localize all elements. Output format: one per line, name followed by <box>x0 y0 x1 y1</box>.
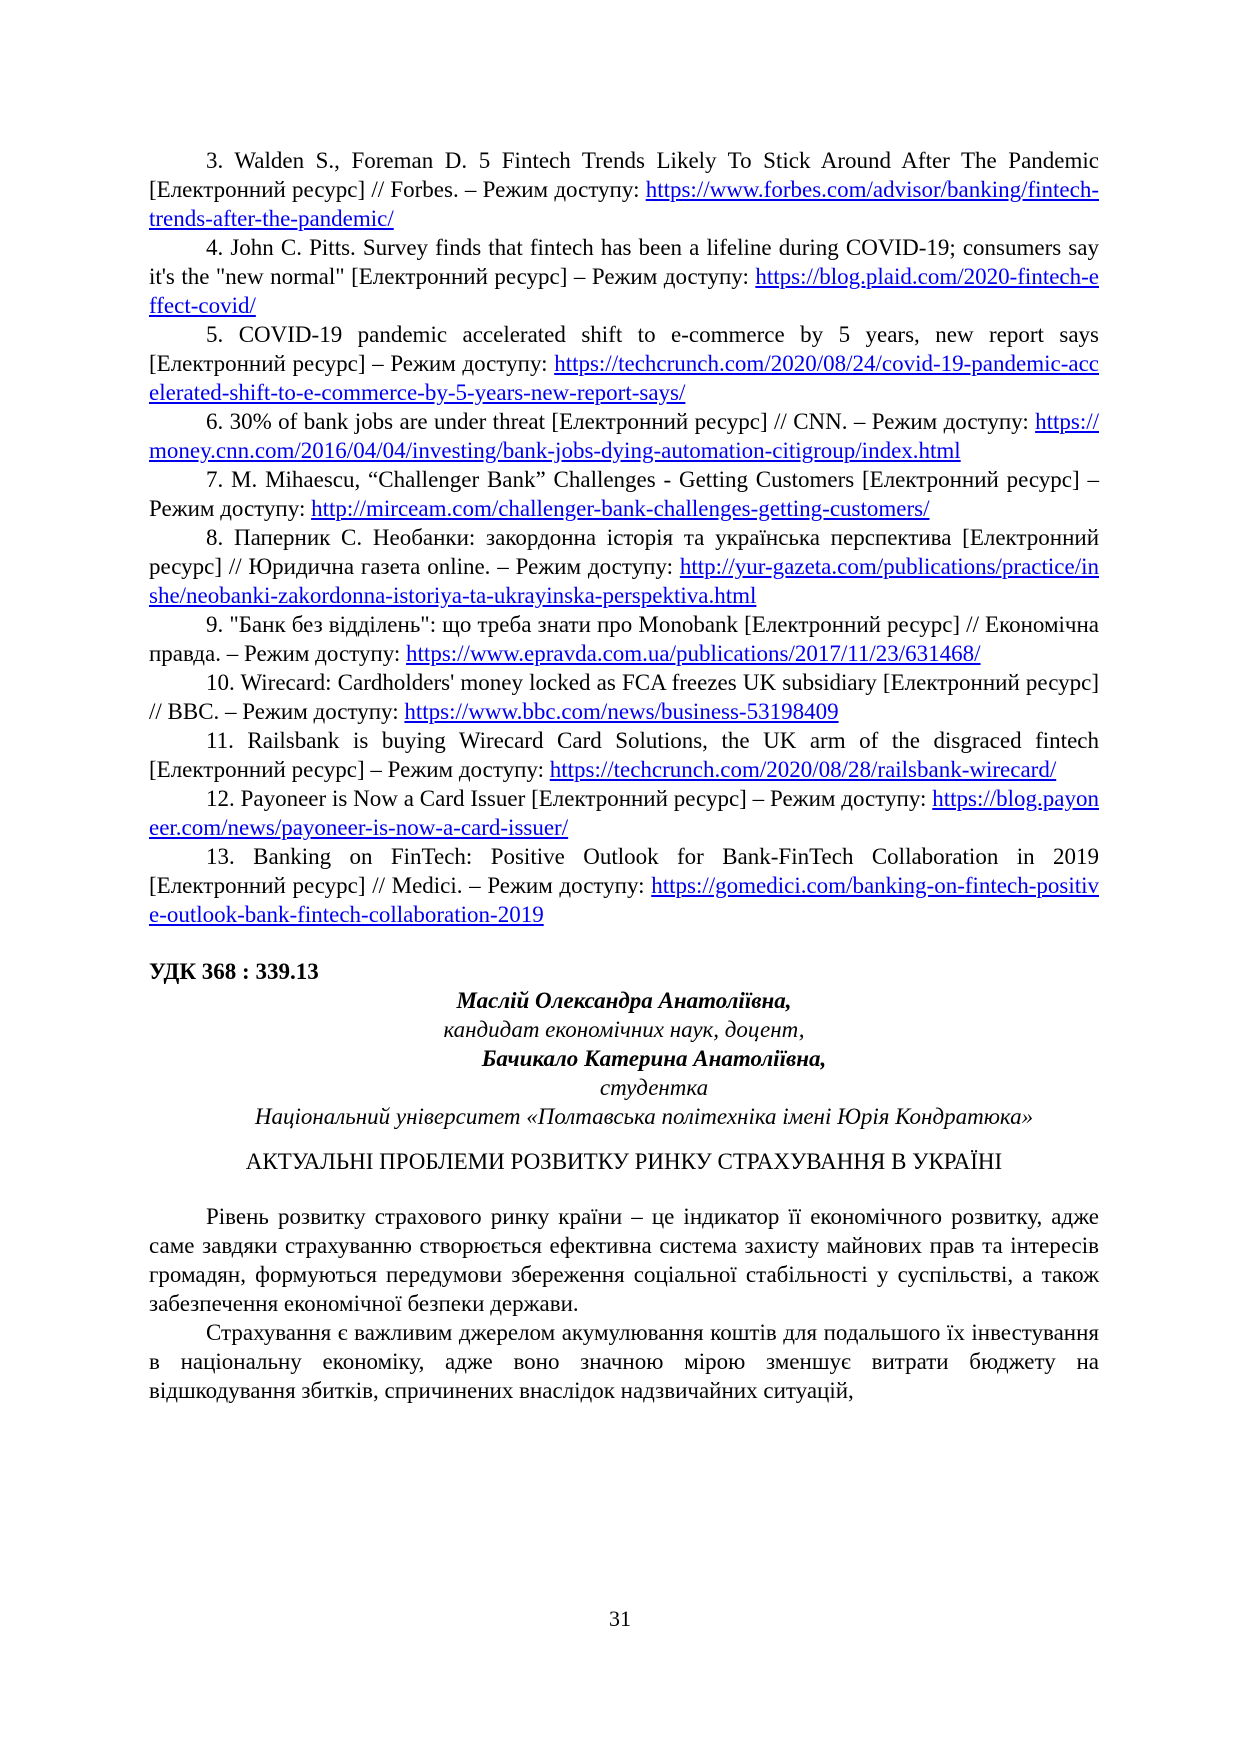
reference-item: 6. 30% of bank jobs are under threat [Електронний ресурс] // CNN. – Режим доступу: https://money.cnn.com/2016/04/04/investing/bank-jobs-dying-automation-citigroup/index.html <box>149 409 1099 463</box>
reference-item: 4. John C. Pitts. Survey finds that fintech has been a lifeline during COVID-19; consumers say it's the "new normal" [Електронний ресурс] – Режим доступу: https://blog.plaid.com/2020-fintech-effect-covid/ <box>149 235 1099 318</box>
article-title: АКТУАЛЬНІ ПРОБЛЕМИ РОЗВИТКУ РИНКУ СТРАХУВАННЯ В УКРАЇНІ <box>245 1149 1003 1174</box>
article-body <box>149 1202 1099 1405</box>
reference-item: 3. Walden S., Foreman D. 5 Fintech Trends Likely To Stick Around After The Pandemic [Електронний ресурс] // Forbes. – Режим доступу: https://www.forbes.com/advisor/banking/fintech-trends-after-the-pandemic/ <box>149 148 1099 231</box>
reference-item: 8. Паперник С. Необанки: закордонна історія та українська перспектива [Електронний ресурс] // Юридична газета online. – Режим доступу: http://yur-gazeta.com/publications/practice/inshe/neobanki-zakordonna-istoriya-ta-ukrayinska-perspektiva.html <box>149 525 1099 608</box>
author-name: Маслій Олександра Анатоліївна, <box>456 988 792 1013</box>
author-name: Бачикало Катерина Анатоліївна, <box>481 1046 827 1071</box>
author-title: студентка <box>599 1075 709 1100</box>
udk-code: УДК 368 : 339.13 <box>149 959 319 984</box>
reference-link[interactable]: https://www.bbc.com/news/business-53198409 <box>404 699 839 724</box>
reference-link[interactable]: https://money.cnn.com/2016/04/04/investing/bank-jobs-dying-automation-citigroup/index.html <box>149 409 1099 463</box>
reference-list <box>149 146 1099 929</box>
body-paragraph: Рівень розвитку страхового ринку країни – це індикатор її економічного розвитку, адже саме завдяки страхуванню створюється ефективна система захисту майнових прав та інтересів громадян, формуються передумови збереження соціальної стабільності у суспільстві, а також забезпечення економічної безпеки держави. <box>149 1204 1099 1316</box>
reference-link[interactable]: https://techcrunch.com/2020/08/28/railsbank-wirecard/ <box>549 757 1057 782</box>
reference-item: 7. M. Mihaescu, “Challenger Bank” Challenges - Getting Customers [Електронний ресурс] – Режим доступу: http://mirceam.com/challenger-bank-challenges-getting-customers/ <box>149 467 1099 521</box>
author-title: кандидат економічних наук, доцент, <box>443 1017 805 1042</box>
author-block-1 <box>149 986 1099 1044</box>
page-content <box>149 146 1099 1405</box>
reference-item: 9. "Банк без відділень": що треба знати про Monobank [Електронний ресурс] // Економічна правда. – Режим доступу: https://www.epravda.com.ua/publications/2017/11/23/631468/ <box>149 612 1099 666</box>
reference-item: 11. Railsbank is buying Wirecard Card Solutions, the UK arm of the disgraced fintech [Електронний ресурс] – Режим доступу: https://techcrunch.com/2020/08/28/railsbank-wirecard/ <box>149 728 1099 782</box>
page-number: 31 <box>609 1606 631 1631</box>
reference-item: 13. Banking on FinTech: Positive Outlook for Bank-FinTech Collaboration in 2019 [Електронний ресурс] // Medici. – Режим доступу: https://gomedici.com/banking-on-fintech-positive-outlook-bank-fintech-collaboration-2019 <box>149 844 1099 927</box>
reference-item: 10. Wirecard: Cardholders' money locked as FCA freezes UK subsidiary [Електронний ресурс] // BBC. – Режим доступу: https://www.bbc.com/news/business-53198409 <box>149 670 1099 724</box>
reference-link[interactable]: https://www.epravda.com.ua/publications/2017/11/23/631468/ <box>406 641 981 666</box>
reference-link[interactable]: http://yur-gazeta.com/publications/practice/inshe/neobanki-zakordonna-istoriya-ta-ukrayinska-perspektiva.html <box>149 554 1099 608</box>
body-paragraph: Страхування є важливим джерелом акумулювання коштів для подальшого їх інвестування в національну економіку, адже воно значною мірою зменшує витрати бюджету на відшкодування збитків, спричинених внаслідок надзвичайних ситуацій, <box>149 1320 1099 1403</box>
author-block-2 <box>209 1044 1099 1102</box>
reference-link[interactable]: https://gomedici.com/banking-on-fintech-positive-outlook-bank-fintech-collaboration-2019 <box>149 873 1099 927</box>
reference-link[interactable]: https://blog.plaid.com/2020-fintech-effect-covid/ <box>149 264 1099 318</box>
reference-link[interactable]: https://techcrunch.com/2020/08/24/covid-19-pandemic-accelerated-shift-to-e-commerce-by-5-years-new-report-says/ <box>149 351 1099 405</box>
reference-item: 5. COVID-19 pandemic accelerated shift to e-commerce by 5 years, new report says [Електронний ресурс] – Режим доступу: https://techcrunch.com/2020/08/24/covid-19-pandemic-accelerated-shift-to-e-commerce-by-5-years-new-report-says/ <box>149 322 1099 405</box>
affiliation: Національний університет «Полтавська політехніка імені Юрія Кондратюка» <box>254 1104 1034 1129</box>
reference-link[interactable]: https://www.forbes.com/advisor/banking/fintech-trends-after-the-pandemic/ <box>149 177 1099 231</box>
reference-item: 12. Payoneer is Now a Card Issuer [Електронний ресурс] – Режим доступу: https://blog.payoneer.com/news/payoneer-is-now-a-card-issuer/ <box>149 786 1099 840</box>
reference-link[interactable]: http://mirceam.com/challenger-bank-challenges-getting-customers/ <box>311 496 930 521</box>
reference-link[interactable]: https://blog.payoneer.com/news/payoneer-is-now-a-card-issuer/ <box>149 786 1099 840</box>
